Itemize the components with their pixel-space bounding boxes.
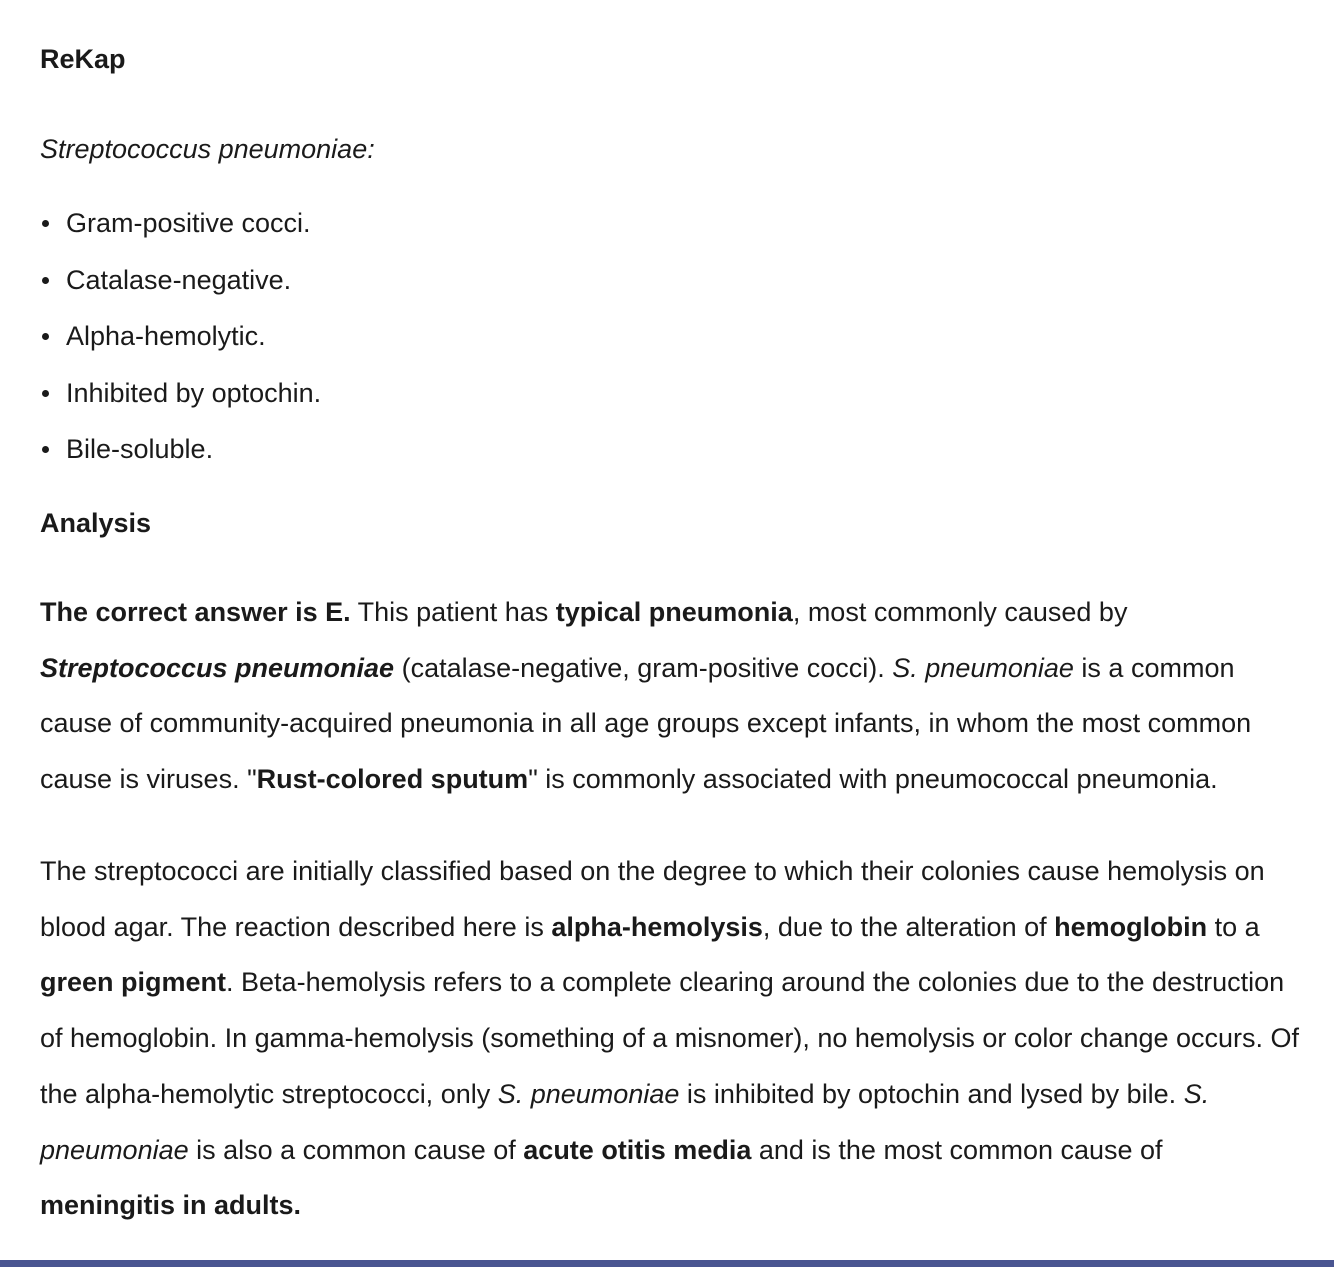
rekap-subtitle: Streptococcus pneumoniae: (40, 134, 375, 164)
rekap-list (40, 192, 321, 475)
analysis-paragraph-2: The streptococci are initially classified based on the degree to which their colonies cause hemolysis on blood agar. The reaction described here is alpha-hemolysis, due to the alteration of hemoglobin to a green pigment. Beta-hemolysis refers to a complete clearing around the colonies due to the destruction of hemoglobin. In gamma-hemolysis (something of a misnomer), no hemolysis or color change occurs. Of the alpha-hemolytic streptococci, only S. pneumoniae is inhibited by optochin and lysed by bile. S. pneumoniae is also a common cause of acute otitis media and is the most common cause of meningitis in adults. (40, 856, 1300, 1221)
correct-answer-text: The correct answer is E. (40, 597, 351, 627)
list-item: Catalase-negative. (40, 249, 321, 306)
rekap-heading: ReKap (40, 44, 126, 74)
analysis-paragraph-1: The correct answer is E. This patient has typical pneumonia, most commonly caused by Streptococcus pneumoniae (catalase-negative, gram-positive cocci). S. pneumoniae is a common cause of community-acquired pneumonia in all age groups except infants, in whom the most common cause is viruses. "Rust-colored sputum" is commonly associated with pneumococcal pneumonia. (40, 597, 1252, 795)
bottom-bar (0, 1260, 1334, 1267)
analysis-heading: Analysis (40, 508, 152, 538)
list-item: Alpha-hemolytic. (40, 305, 321, 362)
list-item: Bile-soluble. (40, 418, 321, 475)
list-item: Inhibited by optochin. (40, 362, 321, 419)
list-item: Gram-positive cocci. (40, 192, 321, 249)
